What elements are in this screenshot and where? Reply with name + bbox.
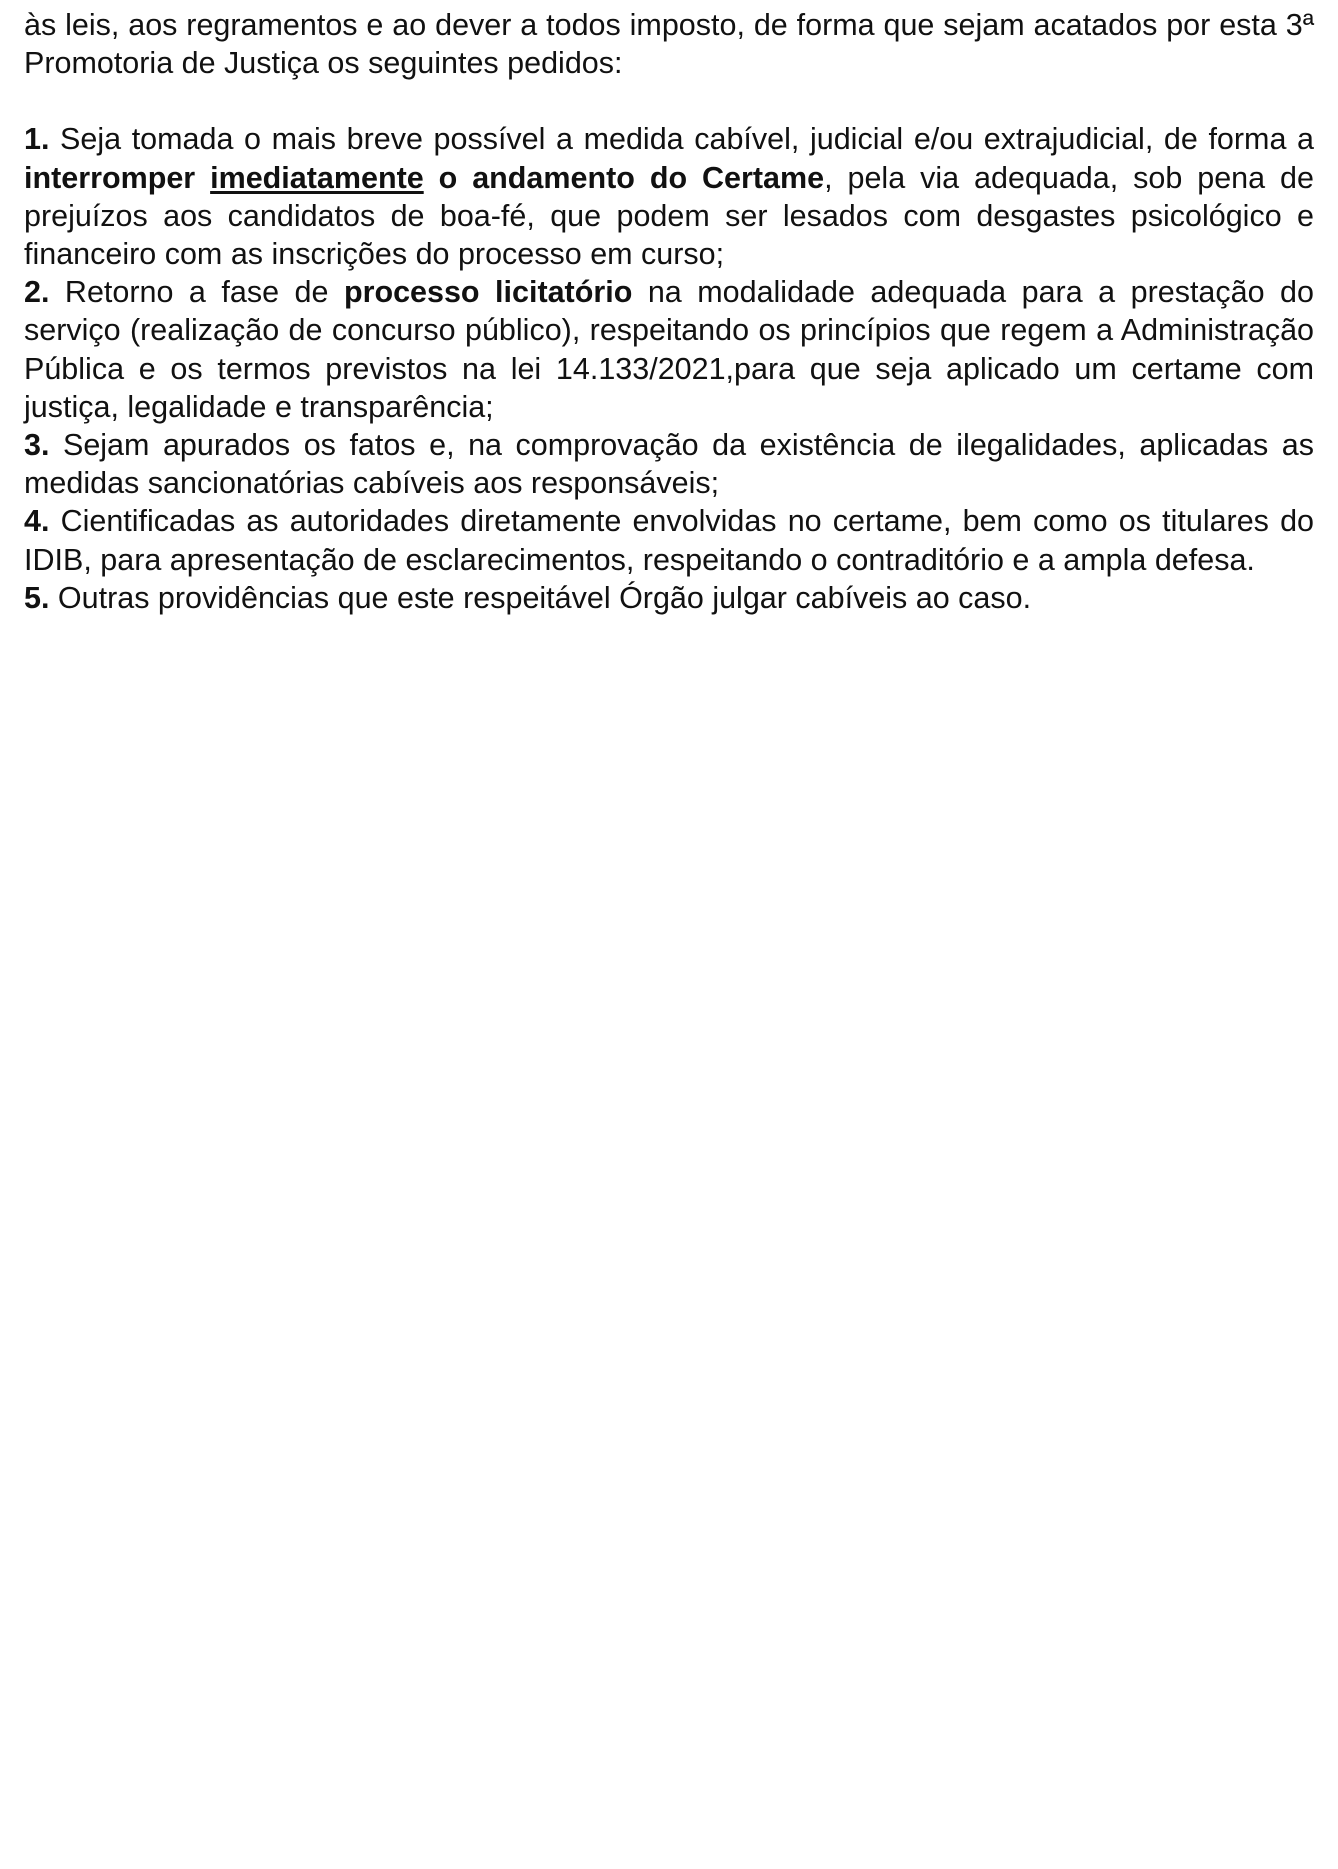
request-text: Retorno a fase de	[49, 275, 344, 310]
request-emphasis: interromper	[24, 160, 196, 195]
request-text: na modalidade adequada para a prestação do serviço (realização de concurso público), respeitando os princípios que regem a Administração Pública e os termos previstos na lei 14.133/2021,para que seja aplicado um certame com justiça, legalidade e transparência;	[24, 275, 1314, 424]
request-item-5	[24, 579, 1314, 617]
request-number: 4.	[24, 504, 50, 539]
request-number: 1.	[24, 122, 50, 157]
request-text: Seja tomada o mais breve possível a medida cabível, judicial e/ou extrajudicial, de forma a	[49, 122, 1314, 157]
request-text: Sejam apurados os fatos e, na comprovação da existência de ilegalidades, aplicadas as medidas sancionatórias cabíveis aos responsáveis;	[24, 428, 1314, 501]
request-number: 3.	[24, 428, 50, 463]
request-emphasis: processo licitatório	[343, 275, 633, 310]
request-text: Outras providências que este respeitável Órgão julgar cabíveis ao caso.	[49, 580, 1032, 615]
request-text: , pela via adequada, sob pena de prejuízos aos candidatos de boa-fé, que podem ser lesados com desgastes psicológico e financeiro com as inscrições do processo em curso;	[24, 160, 1314, 272]
request-number: 2.	[24, 275, 50, 310]
intro-paragraph: às leis, aos regramentos e ao dever a todos imposto, de forma que sejam acatados por esta 3ª Promotoria de Justiça os seguintes pedidos:	[24, 8, 1314, 81]
request-item-4	[24, 502, 1314, 578]
document-page	[24, 6, 1314, 617]
request-item-3	[24, 426, 1314, 502]
request-space	[195, 161, 210, 195]
request-item-2	[24, 273, 1314, 426]
request-text: Cientificadas as autoridades diretamente envolvidas no certame, bem como os titulares do IDIB, para apresentação de esclarecimentos, respeitando o contraditório e a ampla defesa.	[24, 504, 1314, 577]
request-emphasis-underlined: imediatamente	[210, 160, 424, 195]
request-number: 5.	[24, 580, 50, 615]
request-item-1	[24, 120, 1314, 273]
paragraph-spacer	[24, 82, 1314, 120]
request-emphasis: o andamento do Certame	[423, 160, 825, 195]
